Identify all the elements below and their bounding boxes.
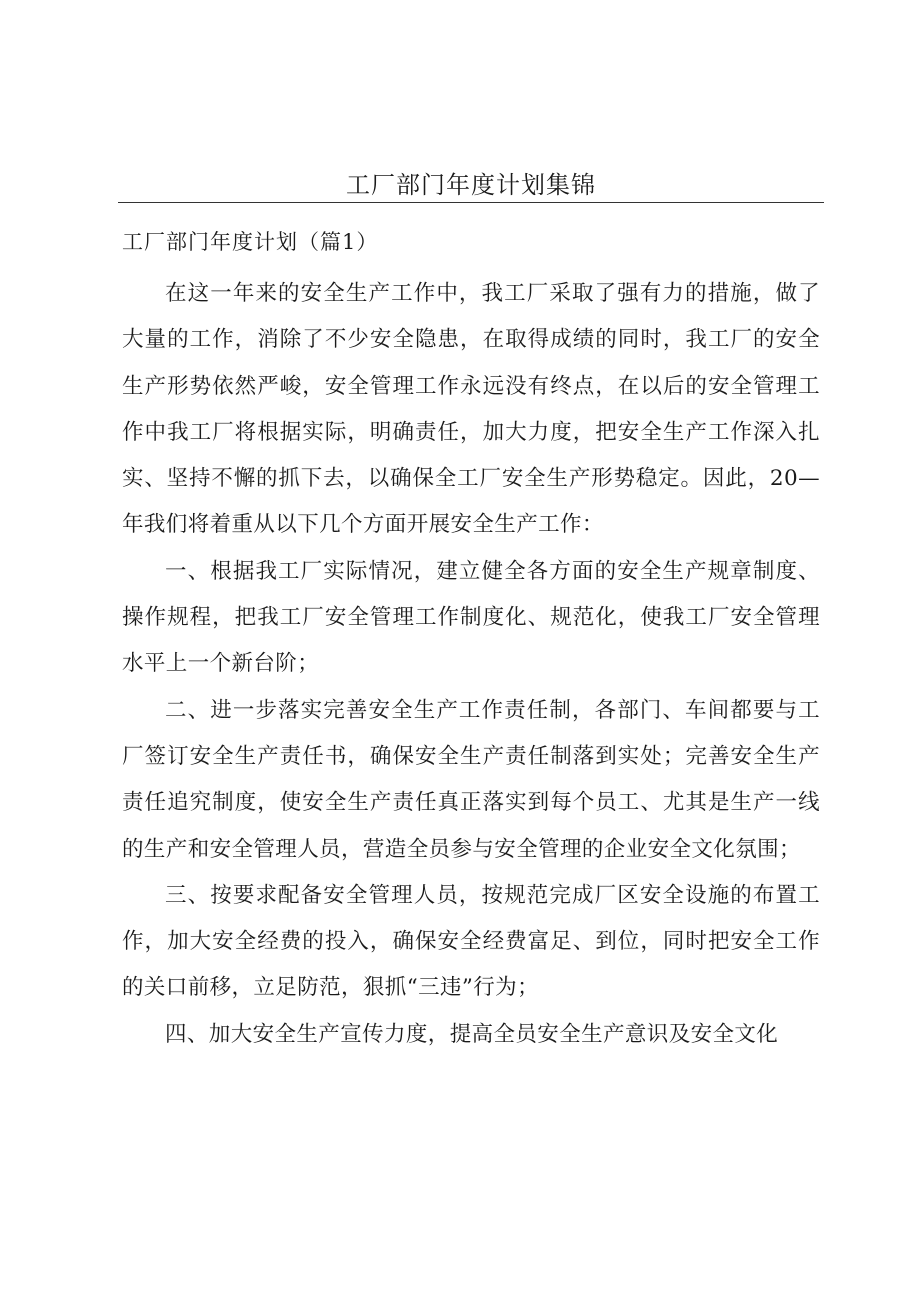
- paragraph-item-4: 四、加大安全生产宣传力度，提高全员安全生产意识及安全文化: [165, 1021, 779, 1047]
- paragraph-item-2: 二、进一步落实完善安全生产工作责任制，各部门、车间都要与工厂签订安全生产责任书，确保安全生产责任制落到实处；完善安全生产责任追究制度，使安全生产责任真正落实到每个员工、尤其是生产一线的生产和安全管理人员，营造全员参与安全管理的企业安全文化氛围；: [122, 697, 820, 862]
- title-underline: [118, 202, 824, 203]
- paragraph-intro: 在这一年来的安全生产工作中，我工厂采取了强有力的措施，做了大量的工作，消除了不少安全隐患，在取得成绩的同时，我工厂的安全生产形势依然严峻，安全管理工作永远没有终点，在以后的安全管理工作中我工厂将根据实际，明确责任，加大力度，把安全生产工作深入扎实、坚持不懈的抓下去，以确保全工厂安全生产形势稳定。因此，20—年我们将着重从以下几个方面开展安全生产工作：: [122, 281, 820, 538]
- document-body: [122, 271, 820, 1058]
- paragraph-item-1: 一、根据我工厂实际情况，建立健全各方面的安全生产规章制度、操作规程，把我工厂安全管理工作制度化、规范化，使我工厂安全管理水平上一个新台阶；: [122, 558, 820, 677]
- section-heading: 工厂部门年度计划（篇1）: [122, 230, 379, 254]
- document-title: 工厂部门年度计划集锦: [346, 171, 596, 199]
- paragraph-item-3: 三、按要求配备安全管理人员，按规范完成厂区安全设施的布置工作，加大安全经费的投入，确保安全经费富足、到位，同时把安全工作的关口前移，立足防范，狠抓“三违”行为；: [122, 882, 820, 1001]
